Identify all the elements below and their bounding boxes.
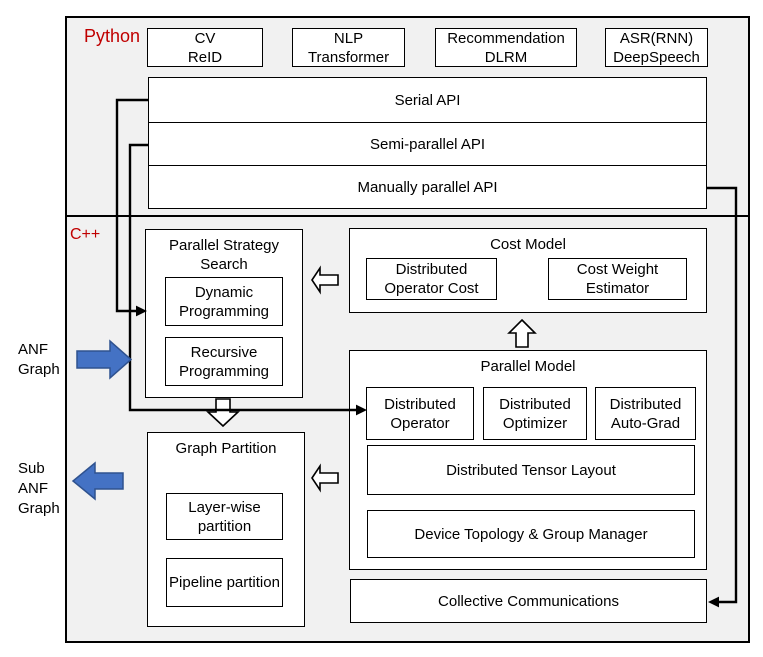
api-bar-semi-parallel: Semi-parallel API <box>148 122 707 167</box>
python-cpp-divider <box>65 215 750 217</box>
parallel-model-title: Parallel Model <box>480 358 576 375</box>
cost-weight-estimator-box: Cost Weight Estimator <box>548 258 687 300</box>
app-label-line: NLP <box>333 29 364 47</box>
api-bar-manually-parallel: Manually parallel API <box>148 165 707 209</box>
app-label-line: DLRM <box>484 48 528 66</box>
collective-communications-bar: Collective Communications <box>350 579 707 623</box>
graph-partition-title: Graph Partition <box>175 440 277 457</box>
app-box-cv-reid <box>147 28 263 67</box>
api-bar-serial: Serial API <box>148 77 707 123</box>
dynamic-programming-box: Dynamic Programming <box>165 277 283 326</box>
device-topology-group-manager-bar: Device Topology & Group Manager <box>367 510 695 558</box>
app-box-recommendation-dlrm <box>435 28 577 67</box>
app-label-line: Recommendation <box>447 29 565 47</box>
app-box-asr-deepspeech <box>605 28 708 67</box>
anf-graph-input-label: ANF Graph <box>18 341 60 378</box>
distributed-auto-grad-box: Distributed Auto-Grad <box>595 387 696 440</box>
app-label-line: DeepSpeech <box>613 48 700 66</box>
distributed-optimizer-box: Distributed Optimizer <box>483 387 587 440</box>
cost-model-title: Cost Model <box>490 236 566 253</box>
parallel-strategy-search-title: Parallel Strategy Search <box>168 237 280 273</box>
app-label-line: Transformer <box>307 48 390 66</box>
distributed-tensor-layout-bar: Distributed Tensor Layout <box>367 445 695 495</box>
app-box-nlp-transformer <box>292 28 405 67</box>
distributed-operator-box: Distributed Operator <box>366 387 474 440</box>
cpp-section-label: C++ <box>70 226 101 243</box>
app-label-line: CV <box>194 29 216 47</box>
app-label-line: ASR(RNN) <box>619 29 694 47</box>
recursive-programming-box: Recursive Programming <box>165 337 283 386</box>
app-label-line: ReID <box>187 48 223 66</box>
sub-anf-graph-output-label: Sub ANF Graph <box>18 460 60 517</box>
pipeline-partition-box: Pipeline partition <box>166 558 283 607</box>
distributed-operator-cost-box: Distributed Operator Cost <box>366 258 497 300</box>
layer-wise-partition-box: Layer-wise partition <box>166 493 283 540</box>
python-section-label: Python <box>84 26 141 46</box>
